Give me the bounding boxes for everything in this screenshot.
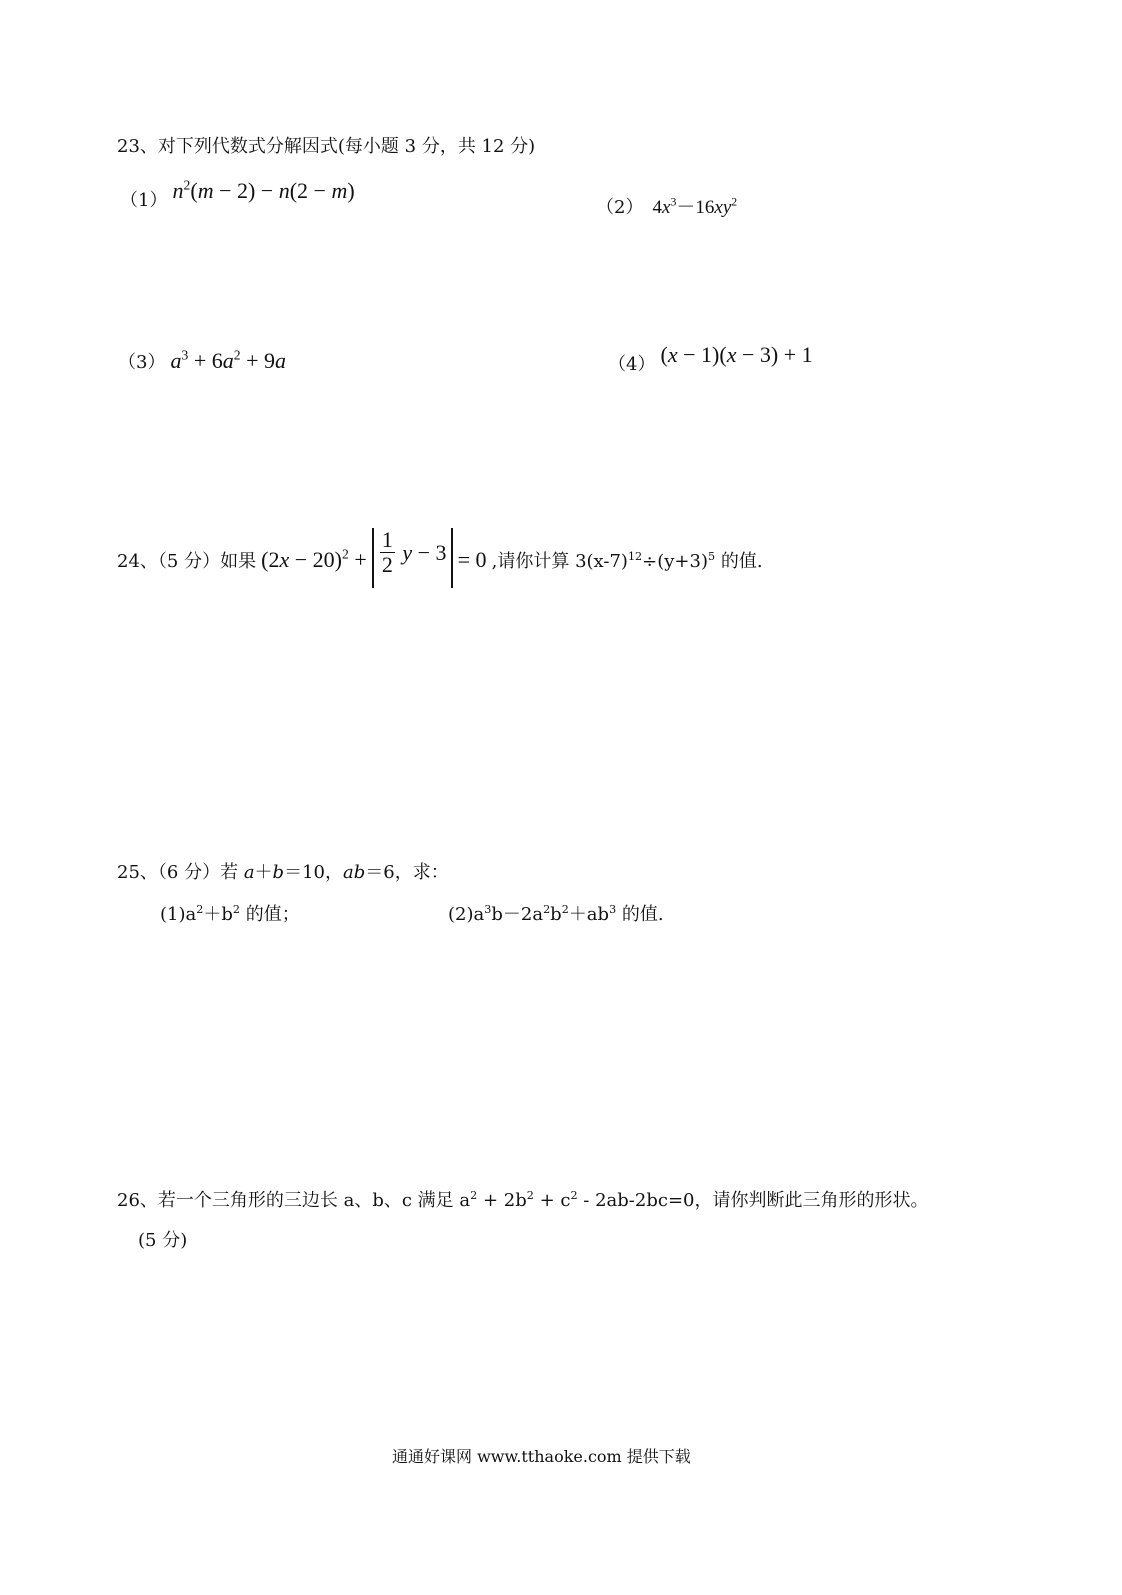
q24-suffix: ,请你计算 $3(x-7)^{12}\div(y+3)^5$ 的值. <box>491 550 763 572</box>
q23-header: 23、对下列代数式分解因式(每小题 3 分，共 12 分) <box>117 136 536 157</box>
q23-item-3 <box>118 348 286 374</box>
q23-item-1-expr: $n^2(m - 2) - n(2 - m)$ <box>172 177 355 203</box>
q24-absolute-value: $\frac{1}{2}$ y − 3 <box>372 528 453 588</box>
q23-item-4-expr: (x − 1)(x − 3) + 1 <box>660 342 813 367</box>
q23-item-3-expr: $a^3 + 6a^2 + 9a$ <box>170 347 287 373</box>
q23-item-2 <box>596 192 737 219</box>
q23-item-2-expr: $4x^3-16xy^2$ <box>652 195 738 218</box>
q24: 24、（5 分）如果 $(2x - 20)^2$ + $\frac{1}{2}$ y − 3 = 0 ,请你计算 $3(x-7)^{12}\div(y+3)^5$ 的值. <box>117 530 763 596</box>
q25-part-1: $(1)a^2+b^2$ 的值； <box>160 903 300 925</box>
q23-item-1-label: （1） <box>120 190 168 211</box>
q24-equation: $(2x - 20)^2$ + <box>261 546 367 572</box>
footer-text: 通通好课网 www.tthaoke.com 提供下载 <box>392 1447 691 1466</box>
q23-item-1 <box>120 177 355 212</box>
q25-part-2: $(2)a^3b-2a^2b^2+ab^3$ 的值. <box>448 903 664 925</box>
q25-header: 25、（6 分）若 a＋b＝10，ab＝6，求： <box>117 862 449 883</box>
q23-item-4-label: （4） <box>608 354 656 375</box>
q24-prefix: 24、（5 分）如果 <box>117 551 257 572</box>
q23-item-3-label: （3） <box>118 352 166 373</box>
q26-line-1: 26、若一个三角形的三边长 a、b、c 满足 $a^2 + 2b^2 + c^2 - 2ab-2bc=0$，请你判断此三角形的形状。 <box>117 1189 929 1211</box>
q26-line-2: (5 分) <box>138 1230 188 1251</box>
q23-item-2-label: （2） <box>596 197 644 218</box>
q24-fraction: $\frac{1}{2}$ <box>381 527 393 577</box>
q23-item-4 <box>608 342 813 375</box>
